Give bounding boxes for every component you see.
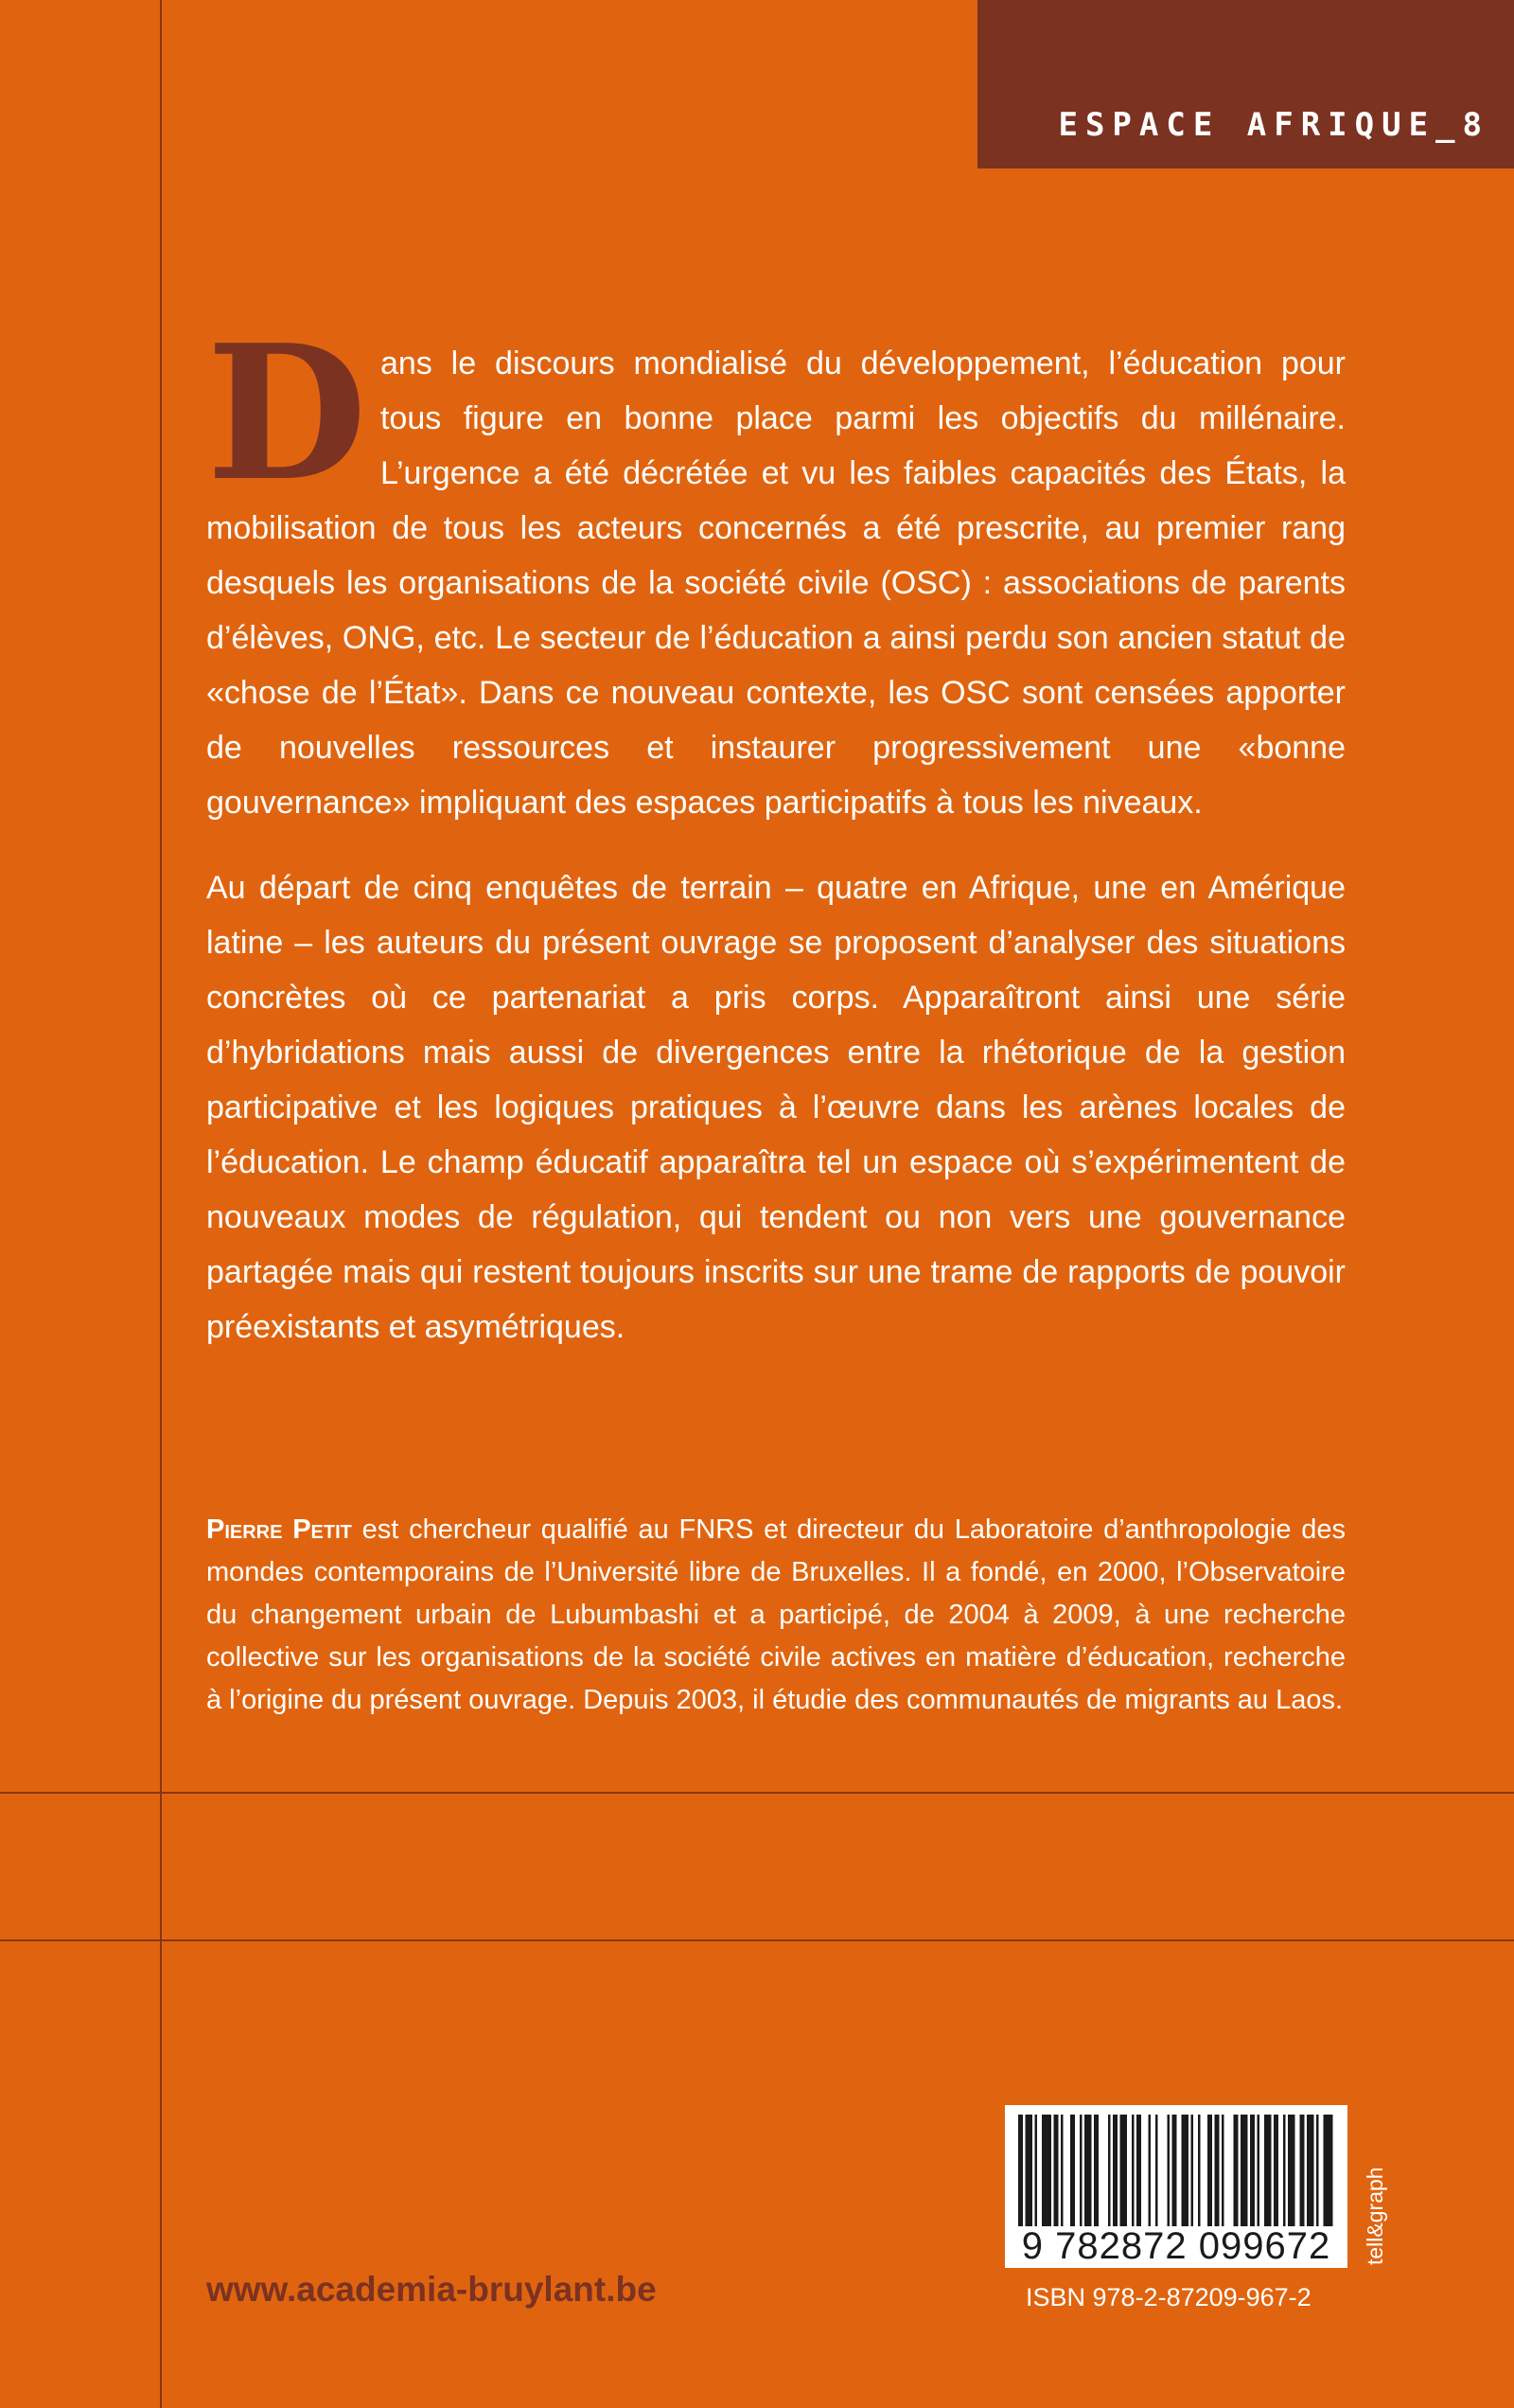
barcode-bar xyxy=(1191,2115,1194,2228)
series-label: ESPACE AFRIQUE_8 xyxy=(1058,106,1489,144)
isbn: ISBN 978-2-87209-967-2 xyxy=(1026,2283,1312,2311)
barcode-bar xyxy=(1035,2115,1038,2228)
barcode-bar xyxy=(1108,2115,1111,2228)
barcode-bar xyxy=(1061,2115,1064,2228)
barcode-bar xyxy=(1172,2115,1177,2228)
barcode-bar xyxy=(1241,2115,1248,2228)
barcode-bar xyxy=(1207,2115,1212,2228)
barcode-bar xyxy=(1054,2115,1059,2228)
vertical-rule xyxy=(160,0,162,2408)
barcode-bar xyxy=(1080,2115,1083,2228)
barcode-bar xyxy=(1215,2115,1220,2228)
barcode-bar xyxy=(1026,2115,1033,2228)
author-bio-text: est chercheur qualifié au FNRS et directeur du Laboratoire d’anthropologie des mondes contemporains de l’Université libre de Bruxelles. Il a fondé, en 2000, l’Observatoire du changement urbain de Lubumbashi et a participé, de 2004 à 2009, à une recherche collective sur les organisations de la société civile actives en matière d’éducation, recherche à l’origine du présent ouvrage. Depuis 2003, il étudie des communautés de migrants au Laos. xyxy=(206,1514,1347,1715)
barcode xyxy=(1005,2105,1347,2268)
barcode-bar xyxy=(1120,2115,1128,2228)
barcode-bar xyxy=(1168,2115,1171,2228)
horizontal-rule-upper xyxy=(0,1792,1514,1794)
author-name: Pierre Petit xyxy=(206,1514,352,1545)
author-bio-paragraph xyxy=(206,1509,1346,1722)
barcode-bar xyxy=(1307,2115,1314,2228)
blurb-paragraph-1 xyxy=(206,305,1346,830)
barcode-bar xyxy=(1300,2115,1305,2228)
barcode-bar xyxy=(1113,2115,1118,2228)
series-banner xyxy=(977,0,1514,168)
drop-cap: D xyxy=(206,305,367,522)
barcode-bar xyxy=(1258,2115,1260,2228)
barcode-digits: 9 782872 099672 xyxy=(1005,2226,1347,2266)
barcode-bar xyxy=(1070,2115,1075,2228)
barcode-bar xyxy=(1234,2115,1239,2228)
barcode-bar xyxy=(1042,2115,1051,2228)
horizontal-rule-lower xyxy=(0,1939,1514,1941)
barcode-bar xyxy=(1264,2115,1272,2228)
barcode-bar xyxy=(1198,2115,1201,2228)
barcode-bar xyxy=(1155,2115,1158,2228)
barcode-bar xyxy=(1094,2115,1099,2228)
blurb-paragraph-2: Au départ de cinq enquêtes de terrain – quatre en Afrique, une en Amérique latine – les auteurs du présent ouvrage se proposent d’analyser des situations concrètes où ce partenariat a pris corps. Apparaîtront ainsi une série d’hybridations mais aussi de divergences entre la rhétorique de la gestion participative et les logiques pratiques à l’œuvre dans les arènes locales de l’éducation. Le champ éducatif apparaîtra tel un espace où s’expérimentent de nouveaux modes de régulation, qui tendent ou non vers une gouvernance partagée mais qui restent toujours inscrits sur une trame de rapports de pouvoir préexistants et asymétriques. xyxy=(206,870,1346,1345)
barcode-bar xyxy=(1288,2115,1295,2228)
barcode-bar xyxy=(1182,2115,1189,2228)
blurb-paragraph-1-text: ans le discours mondialisé du développement, l’éducation pour tous figure en bonne place parmi les objectifs du millénaire. L’urgence a été décrétée et vu les faibles capacités des États, la mobilisation de tous les acteurs concernés a été prescrite, au premier rang desquels les organisations de la société civile (OSC) : associations de parents d’élèves, ONG, etc. Le secteur de l’éducation a ainsi perdu son ancien statut de «chose de l’État». Dans ce nouveau contexte, les OSC sont censées apporter de nouvelles ressources et instaurer progressivement une «bonne gouvernance» impliquant des espaces participatifs à tous les niveaux. xyxy=(206,345,1346,821)
barcode-bar xyxy=(1149,2115,1152,2228)
barcode-bar xyxy=(1132,2115,1135,2228)
barcode-bar xyxy=(1250,2115,1255,2228)
barcode-bar xyxy=(1084,2115,1092,2228)
publisher-website: www.academia-bruylant.be xyxy=(206,2270,657,2309)
designer-credit: tell&graph xyxy=(1363,2167,1387,2265)
barcode-bar xyxy=(1222,2115,1224,2228)
barcode-bar xyxy=(1274,2115,1278,2228)
barcode-bar xyxy=(1324,2115,1333,2228)
barcode-bar xyxy=(1018,2115,1023,2228)
barcode-bar xyxy=(1136,2115,1141,2228)
author-bio xyxy=(206,1509,1346,1722)
barcode-bar xyxy=(1283,2115,1286,2228)
back-cover-blurb xyxy=(206,305,1346,1354)
barcode-bar xyxy=(1316,2115,1319,2228)
